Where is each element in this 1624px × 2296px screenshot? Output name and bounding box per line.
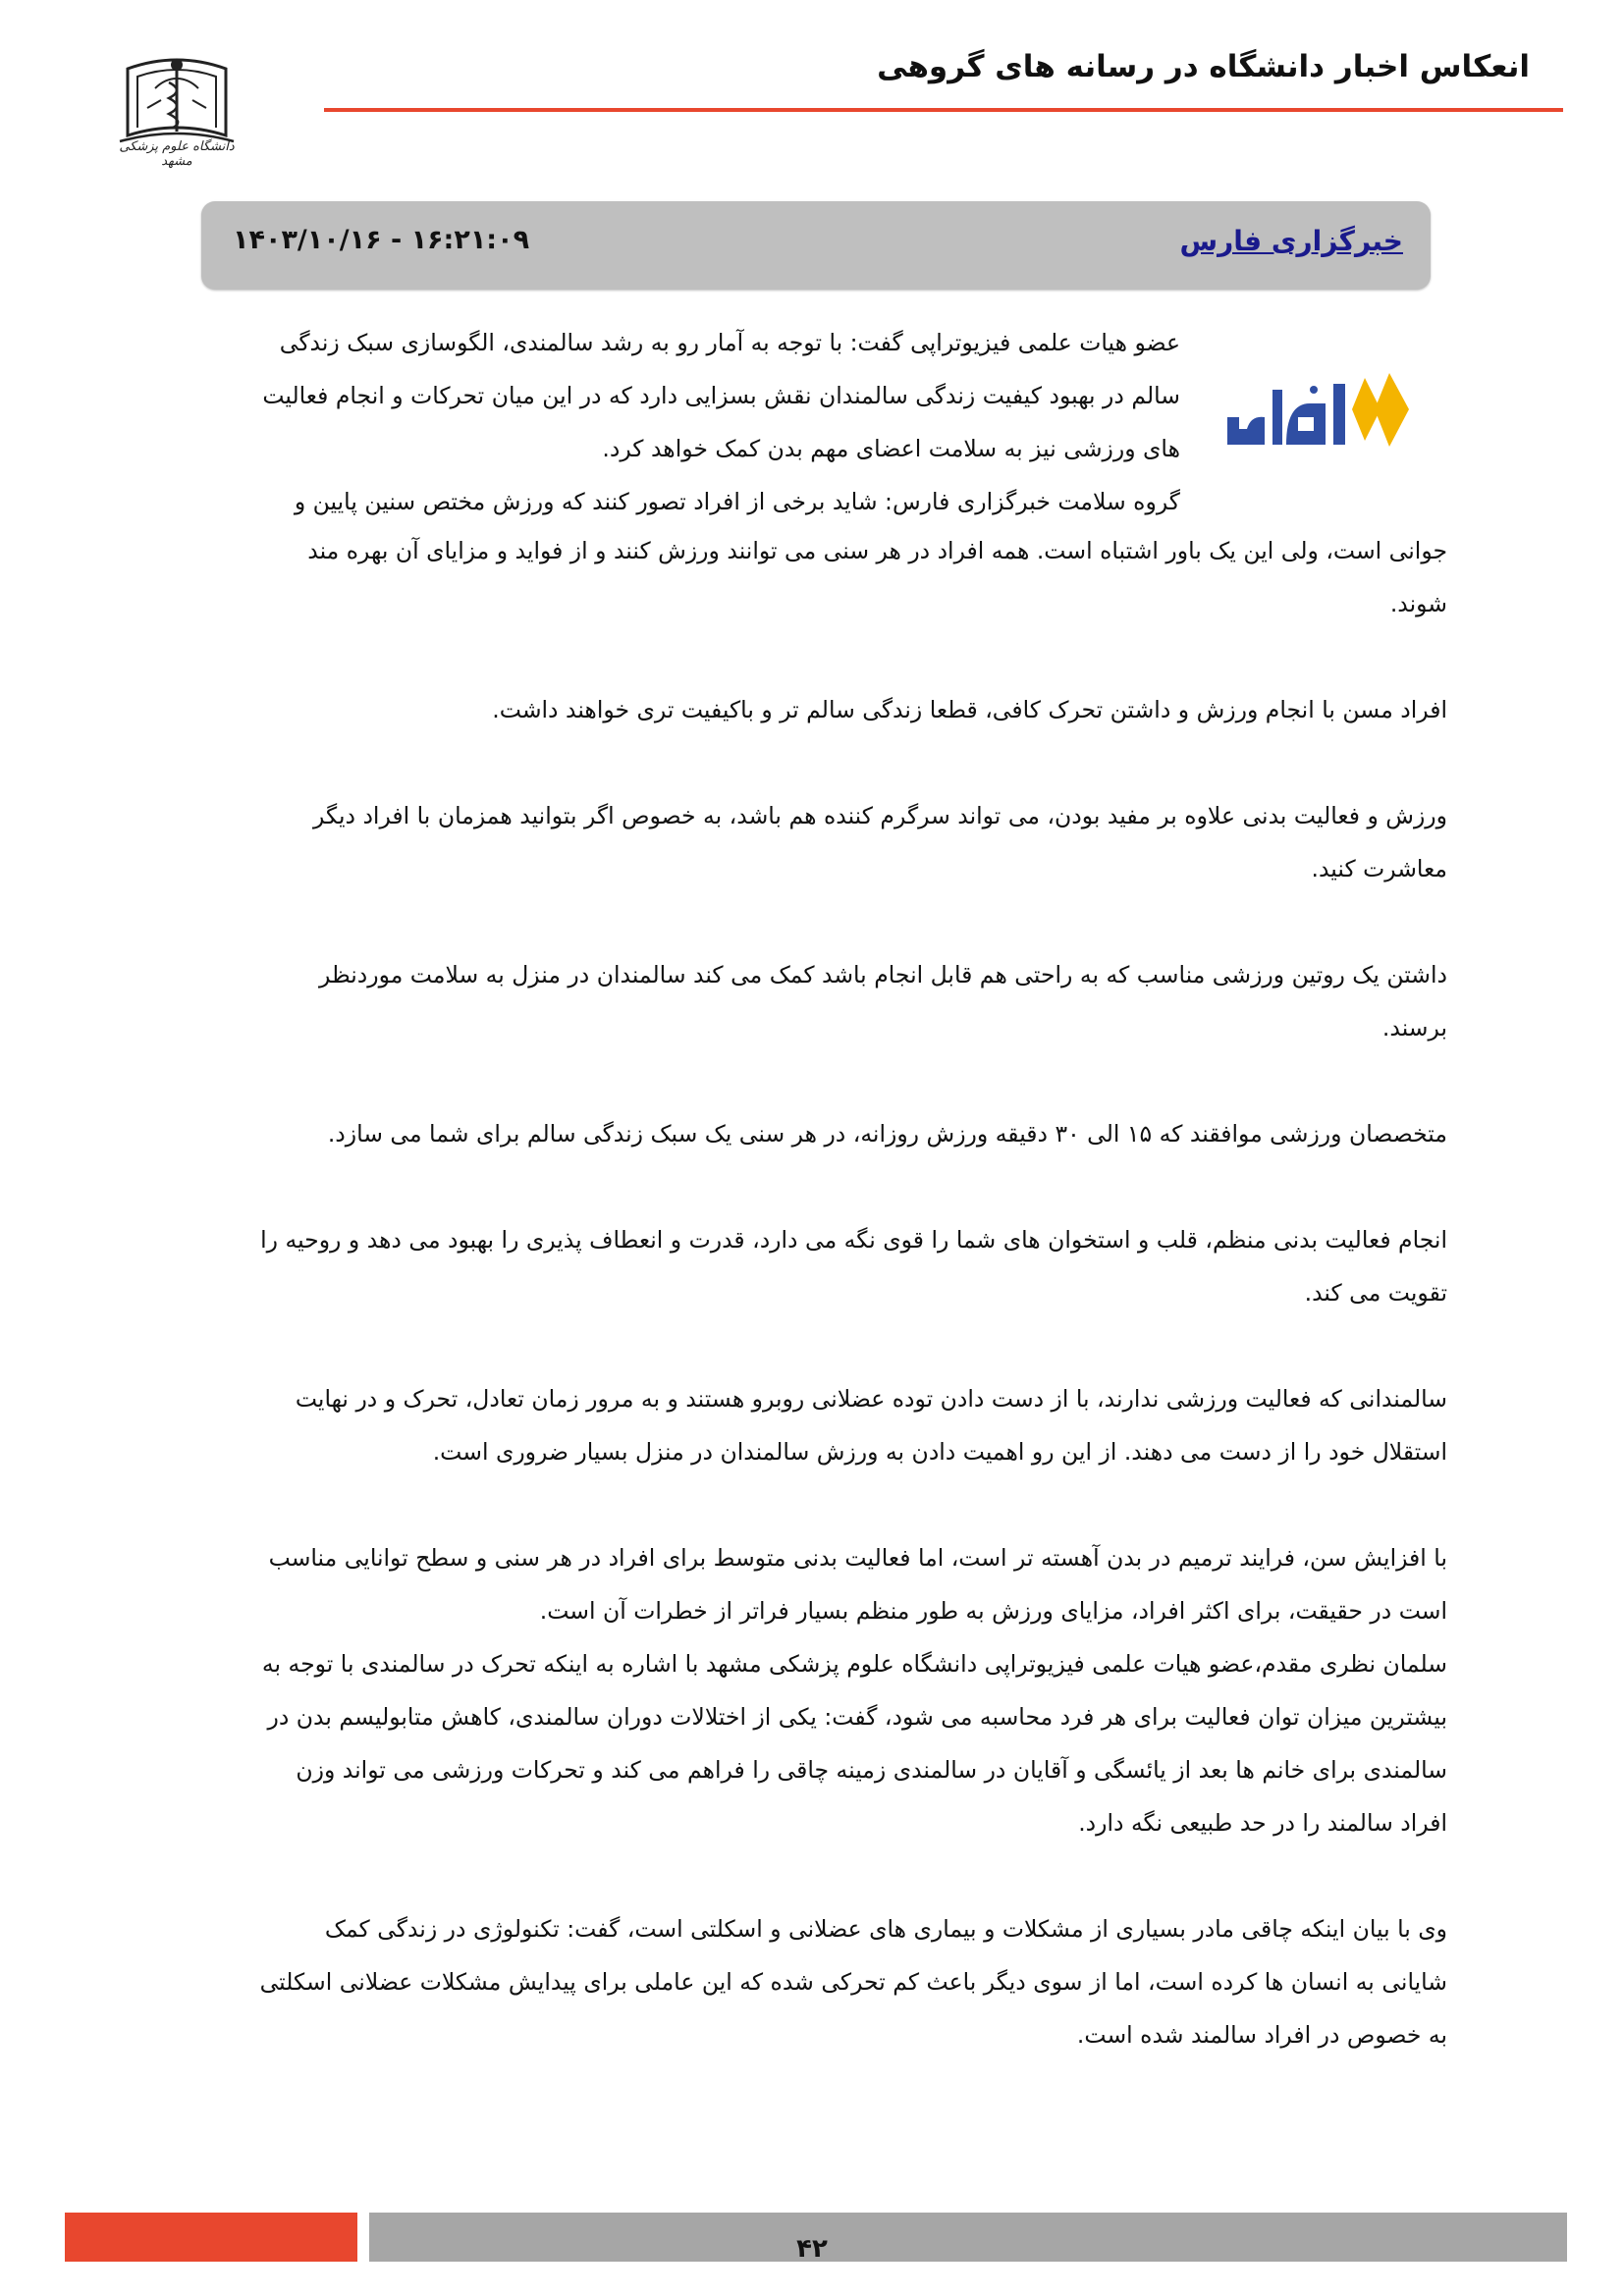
- paragraph-line: معاشرت کنید.: [1311, 855, 1447, 882]
- fars-news-logo-icon: [1218, 319, 1424, 501]
- university-logo-caption: دانشگاه علوم پزشکی مشهد: [119, 139, 235, 169]
- paragraph-spacer: [196, 1319, 1447, 1372]
- paragraph-spacer: [196, 1160, 1447, 1213]
- article-paragraph: [196, 1637, 1447, 1849]
- paragraph-spacer: [196, 1054, 1447, 1107]
- article-paragraph: [196, 683, 1447, 736]
- article-paragraph: [196, 1213, 1447, 1319]
- paragraph-spacer: [196, 895, 1447, 948]
- intro-line: های ورزشی نیز به سلامت اعضای مهم بدن کمک خواهد کرد.: [602, 435, 1180, 462]
- page-header-title: انعکاس اخبار دانشگاه در رسانه های گروهی: [877, 49, 1530, 84]
- paragraph-line: متخصصان ورزشی موافقند که ۱۵ الی ۳۰ دقیقه ورزش روزانه، در هر سنی یک سبک زندگی سالم برای شما می سازد.: [327, 1120, 1447, 1148]
- paragraph-line: برسند.: [1381, 1014, 1447, 1041]
- article-paragraph: [196, 1107, 1447, 1160]
- paragraph-spacer: [196, 736, 1447, 789]
- news-date-time: ۱۶:۲۱:۰۹ - ۱۴۰۳/۱۰/۱۶: [233, 225, 530, 255]
- paragraph-line: شایانی به انسان ها کرده است، اما از سوی دیگر باعث کم تحرکی شده که این عاملی برای پیدایش مشکلات عضلانی اسکلتی: [259, 1968, 1447, 1996]
- paragraph-line: با افزایش سن، فرایند ترمیم در بدن آهسته تر است، اما فعالیت بدنی متوسط برای افراد در هر سنی و سطح توانایی مناسب: [268, 1544, 1447, 1572]
- paragraph-line: انجام فعالیت بدنی منظم، قلب و استخوان های شما را قوی نگه می دارد، قدرت و انعطاف پذیری را بهبود می دهد و روحیه را: [260, 1226, 1447, 1254]
- paragraph-spacer: [196, 1849, 1447, 1902]
- paragraph-line: جوانی است، ولی این یک باور اشتباه است. همه افراد در هر سنی می توانند ورزش کنند و از فواید و مزایای آن بهره مند: [307, 537, 1447, 564]
- paragraph-line: بیشترین میزان توان فعالیت برای هر فرد محاسبه می شود، گفت: یکی از اختلالات دوران سالمندی، کاهش متابولیسم بدن در: [267, 1703, 1447, 1731]
- paragraph-line: تقویت می کند.: [1304, 1279, 1447, 1307]
- paragraph-line: شوند.: [1389, 590, 1447, 617]
- paragraph-line: سالمندانی که فعالیت ورزشی ندارند، با از دست دادن توده عضلانی روبرو هستند و به مرور زمان تعادل، تحرک و در نهایت: [295, 1385, 1447, 1413]
- paragraph-line: استقلال خود را از دست می دهند. از این رو اهمیت دادن به ورزش سالمندان در منزل بسیار ضروری است.: [432, 1438, 1447, 1466]
- paragraph-line: افراد سالمند را در حد طبیعی نگه دارد.: [1078, 1809, 1447, 1837]
- paragraph-spacer: [196, 1478, 1447, 1531]
- header-divider: [324, 108, 1563, 112]
- news-source-bar: [201, 201, 1431, 290]
- article-paragraph: [196, 948, 1447, 1054]
- paragraph-line: افراد مسن با انجام ورزش و داشتن تحرک کافی، قطعا زندگی سالم تر و باکیفیت تری خواهند داشت.: [492, 696, 1447, 723]
- article-paragraph: [196, 789, 1447, 895]
- page-number: ۴۲: [796, 2234, 828, 2264]
- paragraph-line: است در حقیقت، برای اکثر افراد، مزایای ورزش به طور منظم بسیار فراتر از خطرات آن است.: [539, 1597, 1447, 1625]
- paragraph-line: داشتن یک روتین ورزشی مناسب که به راحتی هم قابل انجام باشد کمک می کند سالمندان در منزل به سلامت موردنظر: [318, 961, 1447, 988]
- paragraph-line: سلمان نظری مقدم،عضو هیات علمی فیزیوتراپی دانشگاه علوم پزشکی مشهد با اشاره به اینکه تحرک در سالمندی با توجه به: [261, 1650, 1447, 1678]
- article-body: [196, 524, 1447, 2061]
- paragraph-line: به خصوص در افراد سالمند شده است.: [1076, 2021, 1447, 2049]
- article-intro: [198, 316, 1180, 528]
- intro-line: سالم در بهبود کیفیت زندگی سالمندان نقش بسزایی دارد که در این میان تحرکات و انجام فعالیت: [262, 382, 1180, 409]
- intro-line: عضو هیات علمی فیزیوتراپی گفت: با توجه به آمار رو به رشد سالمندی، الگوسازی سبک زندگی: [279, 329, 1180, 356]
- article-paragraph: [196, 1372, 1447, 1478]
- paragraph-line: سالمندی برای خانم ها بعد از یائسگی و آقایان در سالمندی زمینه چاقی را فراهم می کند و تحرکات ورزشی می تواند وزن: [296, 1756, 1447, 1784]
- intro-line: گروه سلامت خبرگزاری فارس: شاید برخی از افراد تصور کنند که ورزش مختص سنین پایین و: [294, 488, 1180, 515]
- paragraph-line: وی با بیان اینکه چاقی مادر بسیاری از مشکلات و بیماری های عضلانی و اسکلتی است، گفت: تکنولوژی در زندگی کمک: [324, 1915, 1447, 1943]
- paragraph-spacer: [196, 630, 1447, 683]
- article-paragraph: [196, 1531, 1447, 1637]
- paragraph-line: ورزش و فعالیت بدنی علاوه بر مفید بودن، می تواند سرگرم کننده هم باشد، به خصوص اگر بتوانید همزمان با افراد دیگر: [313, 802, 1447, 829]
- article-paragraph: [196, 1902, 1447, 2061]
- news-source-link[interactable]: خبرگزاری فارس: [1179, 225, 1403, 257]
- article-paragraph: [196, 524, 1447, 630]
